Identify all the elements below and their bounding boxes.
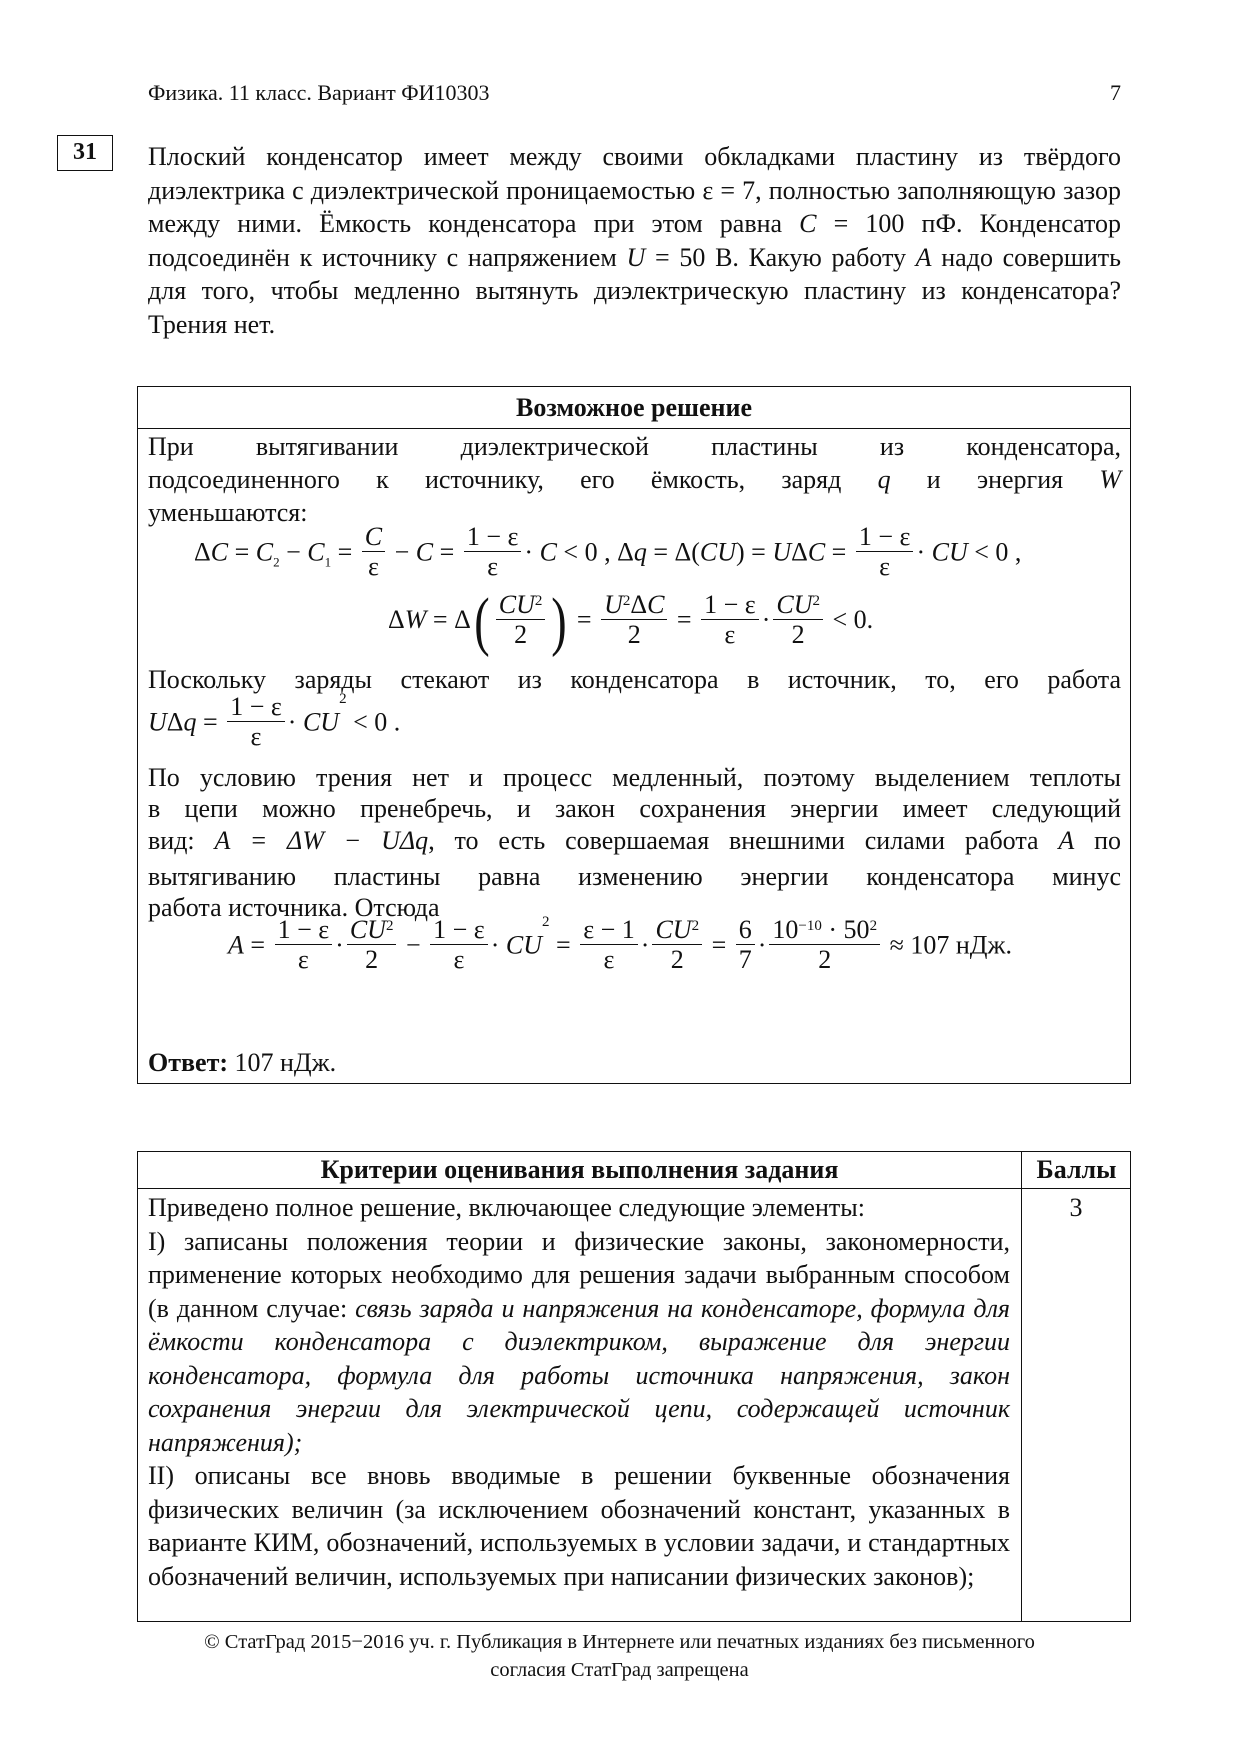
criteria-table (137, 1151, 1131, 1622)
formula-source-work: UΔq = $\frac{1 - \varepsilon}{\varepsilon}$ · $CU^2 < 0$ . (148, 691, 401, 751)
solution-line: вид: A = ΔW − UΔq, то есть совершаемая внешними силами работа A по (148, 826, 1121, 855)
solution-box (137, 386, 1131, 1084)
solution-body (138, 429, 1130, 1084)
criteria-row (138, 1189, 1130, 1622)
problem-statement: Плоский конденсатор имеет между своими обкладками пластину из твёрдого диэлектрика с диэлектрической проницаемостью ε = 7, полностью заполняющую зазор между ними. Ёмкость конденсатора при этом равна C = 100 пФ. Конденсатор подсоединён к источнику с напряжением U = 50 В. Какую работу A надо совершить для того, чтобы медленно вытянуть диэлектрическую пластину из конденсатора? Трения нет. (148, 142, 1121, 339)
solution-answer: Ответ: 107 нДж. (148, 1048, 337, 1077)
copyright-footer: © СтатГрад 2015−2016 уч. г. Публикация в Интернете или печатных изданиях без письменного согласия СтатГрад запрещена (204, 1631, 1035, 1681)
solution-line: По условию трения нет и процесс медленный, поэтому выделением теплоты (148, 763, 1121, 792)
criteria-item-1: I) записаны положения теории и физические законы, закономерности, применение которых необходимо для решения задачи выбранным способом (в данном случае: связь заряда и напряжения на конденсаторе, формула для ёмкости конденсатора с диэлектриком, выражение для энергии конденсатора, формула для работы источника напряжения, закон сохранения энергии для электрической цепи, содержащей источник напряжения); (148, 1226, 1010, 1457)
task-number-box: 31 (57, 135, 113, 171)
criteria-text (148, 1191, 1010, 1593)
criteria-score: 3 (1021, 1189, 1130, 1622)
solution-title: Возможное решение (138, 387, 1130, 429)
solution-line: уменьшаются: (148, 498, 308, 527)
criteria-header-row (138, 1152, 1130, 1189)
solution-line: Поскольку заряды стекают из конденсатора в источник, то, его работа (148, 665, 1121, 694)
page-header-title: Физика. 11 класс. Вариант ФИ10303 (148, 80, 490, 105)
solution-line: вытягиванию пластины равна изменению энергии конденсатора минус (148, 862, 1121, 891)
solution-line: работа источника. Отсюда (148, 893, 440, 922)
solution-line: При вытягивании диэлектрической пластины из конденсатора, (148, 432, 1121, 461)
formula-delta-w: ΔW = Δ( $\frac{CU^2}{2}$ ) = $\frac{U^2\Delta C}{2}$ = $\frac{1 - \varepsilon}{\varepsilon}$ · $\frac{CU^2}{2}$ < 0. (388, 585, 874, 658)
formula-delta-c: $\Delta C = C_2 - C_1$ = $\frac{C}{\varepsilon}$ − C = $\frac{1 - \varepsilon}{\varepsilon}$ · C < 0 , Δq = Δ(CU) = UΔC = $\frac{1 - \varepsilon}{\varepsilon}$ · CU < 0 , (194, 522, 1022, 581)
criteria-item-2: II) описаны все вновь вводимые в решении буквенные обозначения физических величин (за исключением обозначений констант, указанных в варианте КИМ, обозначений, используемых в условии задачи, и стандартных обозначений величин, используемых при написании физических законов); (148, 1461, 1010, 1591)
solution-line: в цепи можно пренебречь, и закон сохранения энергии имеет следующий (148, 794, 1121, 823)
score-header: Баллы (1021, 1152, 1131, 1188)
formula-final-work: A = $\frac{1 - \varepsilon}{\varepsilon}$ · $\frac{CU^2}{2}$ − $\frac{1 - \varepsilon}{\varepsilon}$ · $CU^2$ = $\frac{\varepsilon - 1}{\varepsilon}$ · $\frac{CU^2}{2}$ = $\frac{6}{7}$ · $\frac{10^{-10} \cdot 50^2}{2}$ ≈ 107 нДж. (228, 914, 1012, 974)
solution-line: подсоединенного к источнику, его ёмкость, заряд q и энергия W (148, 465, 1121, 494)
criteria-header: Критерии оценивания выполнения задания (320, 1155, 839, 1184)
criteria-intro: Приведено полное решение, включающее следующие элементы: (148, 1193, 865, 1222)
page-number: 7 (1110, 80, 1121, 105)
